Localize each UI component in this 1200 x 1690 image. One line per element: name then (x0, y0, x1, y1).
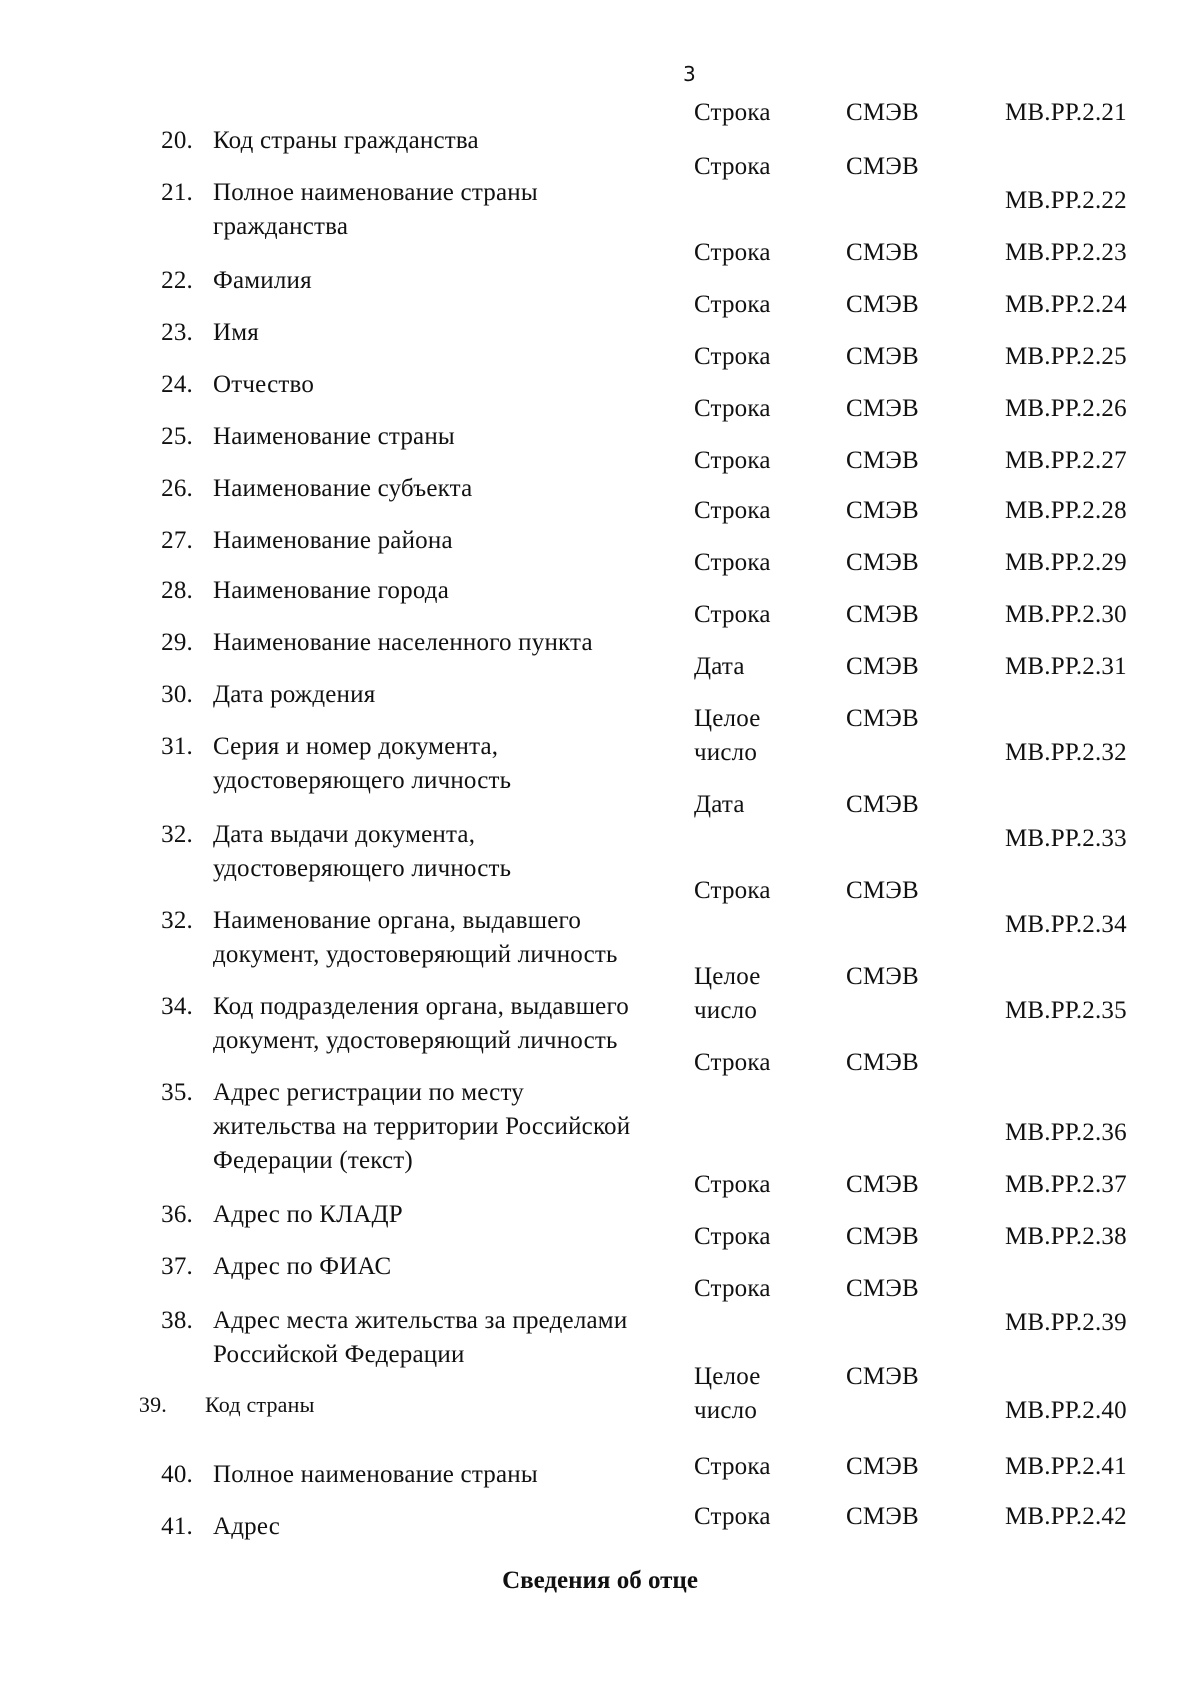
row-code: МВ.РР.2.21 (1005, 99, 1127, 126)
row-code: МВ.РР.2.25 (1005, 343, 1127, 370)
row-name: Код страны (205, 1392, 315, 1417)
row-type: Строка (694, 291, 771, 318)
row-source: СМЭВ (846, 1049, 919, 1076)
row-number: 28. (161, 577, 193, 604)
row-code: МВ.РР.2.24 (1005, 291, 1127, 318)
row-number: 40. (161, 1461, 193, 1488)
row-source: СМЭВ (846, 963, 919, 990)
row-type: Строка (694, 447, 771, 474)
row-number: 22. (161, 267, 193, 294)
row-name: удостоверяющего личность (213, 855, 512, 882)
row-number: 35. (161, 1079, 193, 1106)
row-number: 32. (161, 907, 193, 934)
row-name: Наименование района (213, 527, 453, 554)
row-type: Строка (694, 153, 771, 180)
row-code: МВ.РР.2.29 (1005, 549, 1127, 576)
row-source: СМЭВ (846, 1453, 919, 1480)
row-number: 26. (161, 475, 193, 502)
row-number: 41. (161, 1513, 193, 1540)
row-code: МВ.РР.2.26 (1005, 395, 1127, 422)
row-name: Наименование населенного пункта (213, 629, 593, 656)
row-source: СМЭВ (846, 791, 919, 818)
row-name: Наименование субъекта (213, 475, 473, 502)
row-type: Строка (694, 99, 771, 126)
row-name: Адрес (213, 1513, 281, 1540)
row-source: СМЭВ (846, 1223, 919, 1250)
row-source: СМЭВ (846, 1363, 919, 1390)
row-code: МВ.РР.2.30 (1005, 601, 1127, 628)
row-type: Строка (694, 343, 771, 370)
row-name: Федерации (текст) (213, 1147, 413, 1174)
row-source: СМЭВ (846, 601, 919, 628)
row-source: СМЭВ (846, 153, 919, 180)
row-type: Строка (694, 239, 771, 266)
row-number: 37. (161, 1253, 193, 1280)
row-number: 24. (161, 371, 193, 398)
row-number: 34. (161, 993, 193, 1020)
row-name: Серия и номер документа, (213, 733, 499, 760)
row-source: СМЭВ (846, 343, 919, 370)
row-number: 29. (161, 629, 193, 656)
row-type: Дата (694, 653, 745, 680)
row-code: МВ.РР.2.36 (1005, 1119, 1127, 1146)
row-type: Целое (694, 705, 761, 732)
row-name: Код подразделения органа, выдавшего (213, 993, 629, 1020)
row-source: СМЭВ (846, 1275, 919, 1302)
row-type: Целое (694, 963, 761, 990)
row-name: Имя (213, 319, 259, 346)
row-code: МВ.РР.2.22 (1005, 187, 1127, 214)
row-code: МВ.РР.2.31 (1005, 653, 1127, 680)
row-name: Дата выдачи документа, (213, 821, 476, 848)
section-heading: Сведения об отце (502, 1567, 698, 1594)
row-source: СМЭВ (846, 1503, 919, 1530)
row-code: МВ.РР.2.42 (1005, 1503, 1127, 1530)
row-code: МВ.РР.2.28 (1005, 497, 1127, 524)
row-number: 31. (161, 733, 193, 760)
row-code: МВ.РР.2.34 (1005, 911, 1127, 938)
row-code: МВ.РР.2.35 (1005, 997, 1127, 1024)
row-name: удостоверяющего личность (213, 767, 512, 794)
row-name: Адрес по КЛАДР (213, 1201, 403, 1228)
row-source: СМЭВ (846, 877, 919, 904)
row-code: МВ.РР.2.41 (1005, 1453, 1127, 1480)
row-number: 32. (161, 821, 193, 848)
row-source: СМЭВ (846, 447, 919, 474)
row-number: 27. (161, 527, 193, 554)
row-name: Полное наименование страны (213, 1461, 538, 1488)
row-type: Строка (694, 497, 771, 524)
row-source: СМЭВ (846, 239, 919, 266)
row-type: Строка (694, 395, 771, 422)
row-code: МВ.РР.2.39 (1005, 1309, 1127, 1336)
row-name: Адрес по ФИАС (213, 1253, 392, 1280)
row-type: Строка (694, 1453, 771, 1480)
row-code: МВ.РР.2.40 (1005, 1397, 1127, 1424)
row-number: 21. (161, 179, 193, 206)
row-name: гражданства (213, 213, 349, 240)
row-name: Адрес места жительства за пределами (213, 1307, 628, 1334)
row-name: Наименование города (213, 577, 450, 604)
row-name: документ, удостоверяющий личность (213, 941, 618, 968)
row-source: СМЭВ (846, 497, 919, 524)
row-source: СМЭВ (846, 1171, 919, 1198)
row-type: число (694, 1397, 758, 1424)
row-type: Строка (694, 601, 771, 628)
row-code: МВ.РР.2.33 (1005, 825, 1127, 852)
row-name: Наименование органа, выдавшего (213, 907, 582, 934)
row-source: СМЭВ (846, 291, 919, 318)
row-code: МВ.РР.2.38 (1005, 1223, 1127, 1250)
row-type: Строка (694, 1503, 771, 1530)
row-name: Российской Федерации (213, 1341, 465, 1368)
row-name: документ, удостоверяющий личность (213, 1027, 618, 1054)
page-number: 3 (683, 62, 696, 86)
row-name: Полное наименование страны (213, 179, 538, 206)
row-number: 23. (161, 319, 193, 346)
row-source: СМЭВ (846, 549, 919, 576)
row-code: МВ.РР.2.23 (1005, 239, 1127, 266)
row-number: 30. (161, 681, 193, 708)
row-code: МВ.РР.2.37 (1005, 1171, 1127, 1198)
row-name: Адрес регистрации по месту (213, 1079, 524, 1106)
row-type: Строка (694, 549, 771, 576)
row-type: Целое (694, 1363, 761, 1390)
row-name: жительства на территории Российской (213, 1113, 631, 1140)
row-source: СМЭВ (846, 395, 919, 422)
row-name: Отчество (213, 371, 315, 398)
row-type: число (694, 739, 758, 766)
row-number: 38. (161, 1307, 193, 1334)
row-source: СМЭВ (846, 653, 919, 680)
row-number: 25. (161, 423, 193, 450)
row-code: МВ.РР.2.27 (1005, 447, 1127, 474)
row-type: Строка (694, 1049, 771, 1076)
row-source: СМЭВ (846, 99, 919, 126)
row-type: число (694, 997, 758, 1024)
row-type: Строка (694, 1171, 771, 1198)
row-source: СМЭВ (846, 705, 919, 732)
row-type: Дата (694, 791, 745, 818)
row-type: Строка (694, 877, 771, 904)
row-name: Код страны гражданства (213, 127, 479, 154)
row-number: 20. (161, 127, 193, 154)
row-name: Наименование страны (213, 423, 455, 450)
row-type: Строка (694, 1275, 771, 1302)
row-type: Строка (694, 1223, 771, 1250)
row-code: МВ.РР.2.32 (1005, 739, 1127, 766)
row-name: Фамилия (213, 267, 312, 294)
row-number: 36. (161, 1201, 193, 1228)
row-name: Дата рождения (213, 681, 376, 708)
row-number: 39. (138, 1392, 167, 1417)
